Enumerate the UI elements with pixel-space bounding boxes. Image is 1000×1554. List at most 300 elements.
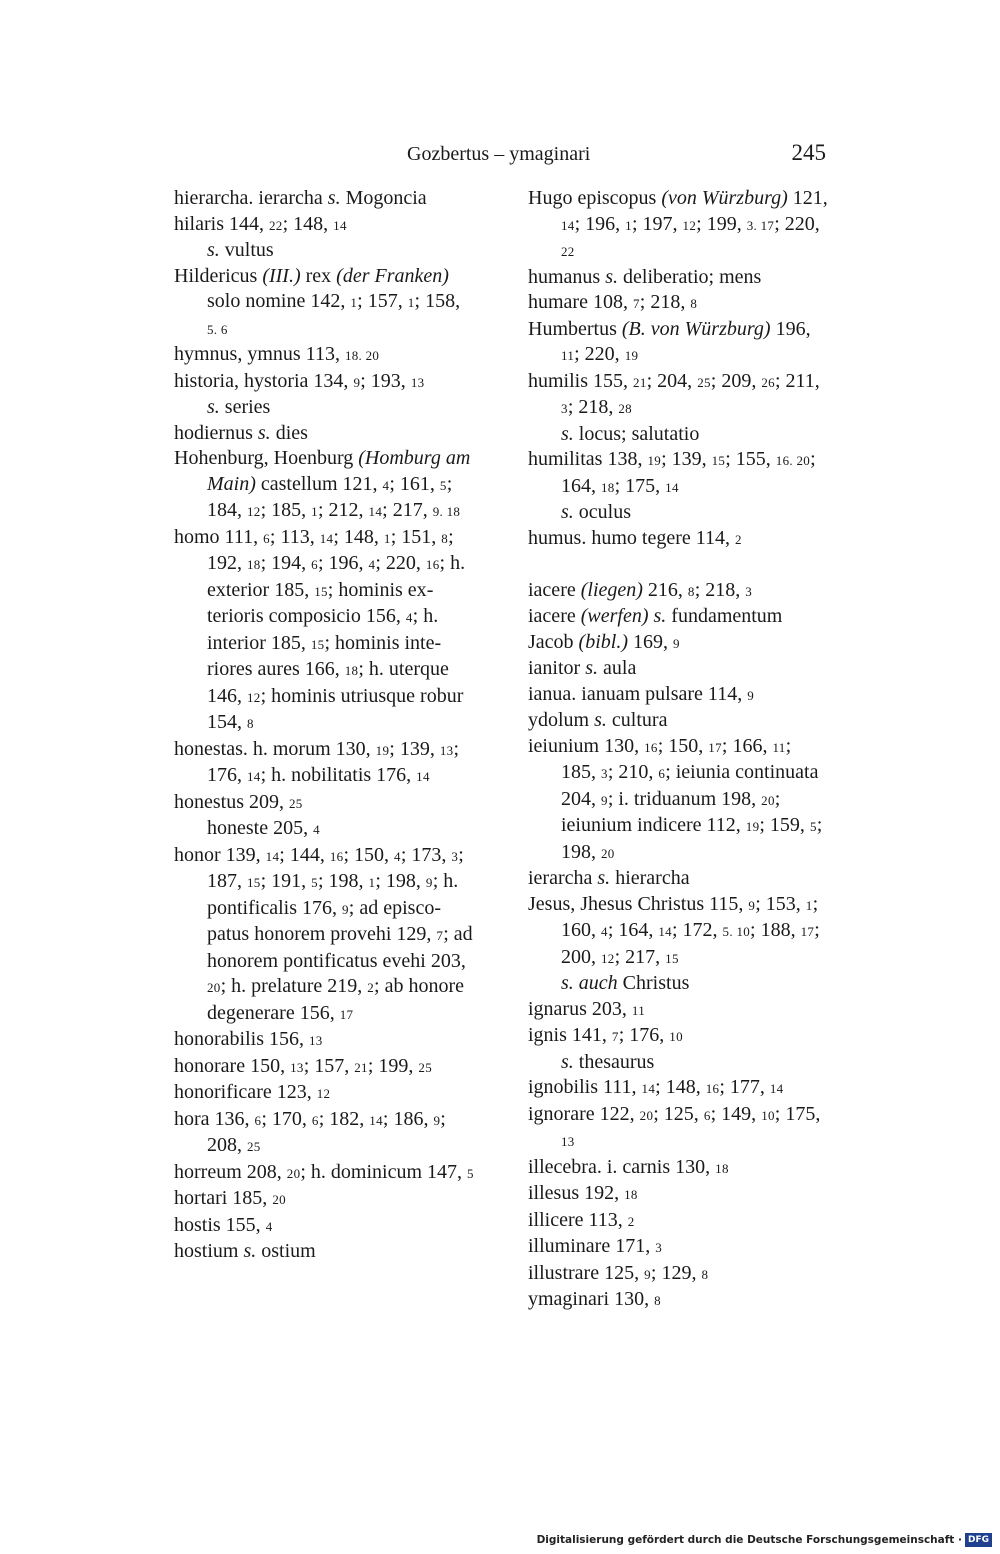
entry-text: ignis 141,	[528, 1024, 612, 1046]
line-number: 19	[375, 742, 390, 758]
index-subentry	[528, 500, 828, 526]
index-entry	[528, 734, 828, 867]
index-entry	[174, 1239, 474, 1265]
entry-text: ; 144,	[279, 843, 330, 866]
line-number: 2	[367, 980, 375, 995]
entry-text: ; 211,	[774, 369, 820, 392]
entry-text: ; 199,	[367, 1054, 419, 1077]
line-number: 5. 10	[722, 924, 751, 939]
entry-text: Jesus, Jhesus Christus 115,	[528, 892, 749, 915]
line-number: 4	[394, 848, 401, 864]
line-number: 6	[263, 530, 270, 546]
entry-text: ; 187,	[207, 843, 464, 892]
index-subentry	[174, 395, 474, 421]
index-entry	[528, 186, 828, 265]
entry-text: ; 218,	[567, 396, 619, 418]
entry-text: aula	[598, 657, 637, 679]
entry-text: ; hominis exterioris composicio 156,	[207, 578, 434, 627]
line-number: 7	[632, 296, 640, 311]
entry-text: ; 210,	[607, 761, 659, 783]
entry-text: ; ab honore degenerare 156,	[207, 975, 465, 1024]
line-number: 12	[682, 217, 697, 233]
index-entry	[528, 892, 828, 972]
line-number: 12	[316, 1086, 331, 1101]
entry-text: ieiunium 130,	[528, 734, 645, 757]
index-entry	[174, 1186, 474, 1213]
line-number: 4	[382, 477, 390, 493]
index-entry	[174, 1080, 474, 1107]
entry-text: ; h. dominicum 147,	[300, 1160, 468, 1183]
entry-text: ; ad episcopatus honorem provehi 129,	[207, 896, 441, 945]
entry-text: ; 129,	[650, 1261, 702, 1284]
line-number: 18	[624, 1187, 638, 1202]
line-number: 17	[339, 1006, 354, 1022]
entry-text: ; 185,	[260, 499, 312, 521]
line-number: 9	[425, 875, 433, 890]
entry-text: hilaris 144,	[174, 212, 269, 235]
line-number: 18	[247, 557, 261, 572]
line-number: 8	[690, 296, 698, 311]
index-entry	[528, 317, 828, 369]
line-number: 16	[705, 1081, 720, 1096]
line-number: 15	[665, 950, 679, 966]
index-entry	[528, 1181, 828, 1208]
index-entry	[528, 290, 828, 317]
footer-credit	[537, 1532, 992, 1548]
entry-text: Hohenburg, Hoenburg	[174, 447, 359, 469]
entry-text: ; 220,	[375, 552, 426, 574]
index-entry	[528, 997, 828, 1024]
line-number: 18	[344, 663, 359, 678]
entry-text: ; 139,	[661, 448, 712, 470]
line-number: 14	[641, 1081, 656, 1096]
entry-text: horreum 208,	[174, 1160, 287, 1183]
line-number: 9	[672, 635, 680, 651]
line-number: 3	[745, 583, 753, 599]
line-number: 3	[451, 848, 459, 864]
entry-text: ; ieiunium indicere 112,	[561, 787, 781, 836]
entry-text: ; 153,	[755, 892, 806, 915]
entry-text: honorificare 123,	[174, 1081, 317, 1103]
entry-text: ; 193,	[360, 369, 411, 392]
entry-text: Christus	[617, 972, 690, 994]
entry-text: ostium	[256, 1240, 316, 1262]
index-subentry	[528, 422, 828, 448]
line-number: 10	[761, 1107, 775, 1123]
line-number: 14	[333, 217, 347, 233]
index-entry	[528, 1287, 828, 1314]
line-number: 1	[625, 217, 632, 233]
entry-text: ; 208,	[207, 1107, 446, 1156]
line-number: 14	[665, 479, 679, 495]
entry-text: hodiernus	[174, 421, 258, 444]
entry-text: locus; salutatio	[573, 422, 700, 445]
index-entry	[528, 630, 828, 657]
entry-text: ; 159,	[759, 814, 810, 836]
entry-text: ianua. ianuam pulsare 114,	[528, 682, 748, 705]
entry-text: humilis 155,	[528, 369, 634, 392]
entry-text: ; 212,	[317, 499, 369, 521]
line-number: 12	[601, 950, 615, 966]
entry-text: ; ieiunia continuata 204,	[561, 761, 819, 810]
index-subentry	[174, 816, 474, 843]
line-number: 14	[658, 924, 672, 939]
entry-text: illesus 192,	[528, 1182, 625, 1204]
line-number: 11	[631, 1002, 646, 1018]
entry-text: ; 166,	[721, 734, 773, 757]
index-entry	[528, 526, 828, 553]
line-number: 1	[368, 875, 376, 890]
line-number: 18	[715, 1160, 729, 1176]
entry-text: ; 148,	[282, 212, 334, 235]
index-entry	[528, 682, 828, 709]
entry-text: ; 175,	[614, 474, 666, 497]
line-number: 1	[383, 530, 391, 546]
line-number: 22	[561, 244, 575, 259]
index-entry	[528, 1208, 828, 1235]
entry-text: ; 200,	[561, 919, 820, 968]
line-number: 5	[467, 1165, 474, 1181]
entry-text: ; 197,	[631, 212, 683, 235]
entry-text: ; 175,	[774, 1102, 821, 1125]
line-number: 4	[405, 610, 413, 625]
index-subentry	[528, 1050, 828, 1076]
entry-text: illicere 113,	[528, 1208, 628, 1231]
line-number: 9. 18	[432, 504, 461, 519]
line-number: 28	[618, 401, 632, 416]
italic-text: s.	[561, 1050, 574, 1073]
index-entry	[174, 1107, 474, 1160]
entry-text: ; 164,	[607, 919, 659, 941]
entry-text: ; ad honorem pontificatus evehi 203,	[207, 923, 473, 972]
entry-text: ; 157,	[303, 1054, 355, 1077]
entry-text: humanus	[528, 265, 606, 288]
running-title: Gozbertus – ymaginari	[407, 143, 591, 165]
entry-text: ; h. exterior 185,	[207, 552, 466, 601]
index-entry	[174, 525, 474, 737]
entry-text: ; 204,	[646, 369, 698, 392]
line-number: 8	[441, 530, 449, 546]
index-entry	[528, 1234, 828, 1261]
line-number: 16	[644, 739, 658, 755]
entry-text: ; 218,	[639, 291, 691, 313]
italic-text: s.	[327, 187, 341, 209]
entry-text: ianitor	[528, 657, 586, 679]
index-entry	[174, 212, 474, 239]
entry-text: ; 148,	[333, 525, 384, 548]
index-entry	[174, 264, 474, 343]
entry-text: historia, hystoria 134,	[174, 369, 354, 392]
entry-text: ; 194,	[260, 552, 312, 574]
line-number: 16. 20	[775, 453, 811, 468]
entry-text: ; hominis utriusque robur 154,	[207, 684, 464, 733]
line-number: 25	[697, 374, 711, 390]
line-number: 9	[341, 901, 349, 917]
line-number: 14	[265, 848, 280, 864]
line-number: 4	[313, 822, 320, 837]
entry-text: oculus	[573, 501, 632, 523]
entry-text: illustrare 125,	[528, 1261, 645, 1284]
entry-text: ; 220,	[574, 343, 625, 365]
entry-text: ; 150,	[343, 843, 395, 866]
italic-text: s.	[594, 709, 607, 731]
line-number: 15	[310, 636, 325, 652]
entry-text: homo 111,	[174, 525, 264, 548]
line-number: 6	[703, 1107, 711, 1123]
line-number: 14	[369, 1112, 383, 1128]
entry-text: fundamentum	[666, 605, 783, 627]
index-entry	[528, 604, 828, 630]
line-number: 19	[745, 819, 760, 834]
index-entry	[528, 578, 828, 605]
running-header	[174, 140, 826, 170]
line-number: 25	[289, 795, 303, 811]
index-entry	[528, 1075, 828, 1102]
italic-text: s.	[257, 421, 271, 444]
entry-text: Mogoncia	[340, 187, 427, 209]
line-number: 3	[655, 1240, 663, 1255]
index-entry	[174, 446, 474, 525]
italic-text: (bibl.)	[578, 630, 628, 653]
italic-text: s.	[243, 1240, 257, 1262]
entry-text: illuminare 171,	[528, 1235, 656, 1257]
line-number: 13	[561, 1134, 575, 1149]
entry-text: ; 184,	[207, 472, 453, 521]
entry-text: ; 191,	[260, 870, 312, 892]
line-number: 16	[425, 557, 440, 572]
entry-text: iacere	[528, 578, 581, 601]
line-number: 5	[439, 477, 447, 493]
line-number: 14	[416, 769, 430, 784]
index-entry	[528, 447, 828, 500]
line-number: 8	[247, 716, 254, 731]
index-entry	[174, 1160, 474, 1187]
line-number: 14	[319, 530, 334, 546]
entry-text: dies	[270, 421, 308, 444]
entry-text: castellum 121,	[255, 472, 383, 495]
entry-text: ; 217,	[614, 945, 666, 968]
line-number: 19	[647, 453, 662, 468]
entry-text: series	[219, 396, 271, 418]
dfg-logo: DFG	[965, 1533, 992, 1547]
line-number: 21	[354, 1059, 368, 1075]
line-number: 18. 20	[344, 348, 380, 363]
line-number: 3. 17	[746, 217, 775, 233]
entry-text: ; 172,	[671, 919, 723, 941]
line-number: 9	[644, 1266, 651, 1282]
line-number: 4	[368, 557, 376, 572]
entry-text: ; 176,	[618, 1024, 670, 1046]
line-number: 9	[748, 897, 756, 913]
index-entry	[174, 1213, 474, 1240]
line-number: 14	[247, 769, 261, 784]
index-subentry	[528, 971, 828, 997]
line-number: 3	[601, 766, 608, 781]
entry-text: honestus 209,	[174, 790, 289, 813]
line-number: 11	[561, 348, 575, 363]
entry-text: ; 139,	[389, 737, 440, 760]
italic-text: (der Franken)	[336, 264, 449, 287]
line-number: 6	[311, 1112, 319, 1128]
line-number: 25	[247, 1139, 261, 1154]
line-number: 7	[436, 928, 444, 943]
entry-text: ; 198,	[317, 870, 369, 892]
entry-text: honorabilis 156,	[174, 1028, 309, 1050]
entry-text: humus. humo tegere 114,	[528, 526, 736, 549]
entry-text: honeste 205,	[207, 817, 314, 839]
entry-text: ierarcha	[528, 867, 598, 889]
italic-text: s.	[207, 396, 220, 418]
index-entry	[528, 656, 828, 682]
line-number: 13	[309, 1033, 323, 1048]
entry-text: ; 158,	[414, 290, 461, 312]
index-column-left	[174, 186, 474, 1265]
entry-text: thesaurus	[573, 1050, 655, 1073]
entry-text: ymaginari 130,	[528, 1288, 655, 1310]
entry-text: Hildericus	[174, 264, 263, 287]
entry-text: hierarcha. ierarcha	[174, 187, 328, 209]
line-number: 1	[407, 295, 415, 310]
line-number: 19	[624, 348, 639, 363]
entry-text: ; 125,	[653, 1102, 704, 1125]
line-number: 21	[633, 374, 647, 390]
entry-text: 121,	[787, 187, 828, 209]
entry-text: ; h. prelature 219,	[220, 975, 368, 997]
entry-text: solo nomine 142,	[207, 290, 351, 312]
line-number: 12	[247, 689, 261, 705]
index-entry	[174, 737, 474, 790]
index-entry	[174, 369, 474, 396]
entry-text: ignarus 203,	[528, 997, 632, 1020]
entry-text: hora 136,	[174, 1107, 255, 1130]
entry-text: ; 185,	[561, 734, 792, 783]
entry-text: ; 198,	[561, 814, 823, 863]
entry-text: ydolum	[528, 709, 595, 731]
line-number: 20	[286, 1165, 301, 1181]
entry-text: 216,	[642, 578, 688, 601]
line-number: 13	[410, 374, 425, 390]
line-number: 14	[368, 504, 383, 519]
line-number: 14	[769, 1081, 784, 1096]
entry-text: cultura	[606, 709, 668, 731]
entry-text: ; 209,	[710, 369, 762, 392]
index-entry	[528, 369, 828, 422]
entry-text: ; 192,	[207, 525, 454, 574]
line-number: 22	[269, 217, 283, 233]
line-number: 26	[761, 374, 775, 390]
entry-text: ; 196,	[317, 552, 369, 574]
entry-text: 169,	[627, 630, 673, 653]
entry-text: 196,	[770, 317, 811, 340]
line-number: 20	[601, 845, 615, 861]
entry-text: rex	[300, 264, 337, 287]
entry-text: ; 199,	[696, 212, 747, 235]
entry-text: deliberatio; mens	[618, 265, 762, 288]
entry-text: Hugo episcopus	[528, 187, 662, 209]
line-number: 11	[772, 739, 786, 755]
entry-text: ; 176,	[207, 737, 459, 786]
index-entry	[528, 708, 828, 734]
index-entry	[174, 421, 474, 447]
section-gap	[528, 552, 828, 578]
entry-text: ; 160,	[561, 892, 819, 941]
index-entry	[528, 1261, 828, 1288]
line-number: 14	[561, 217, 575, 233]
line-number: 12	[247, 504, 261, 519]
entry-text: ; 148,	[655, 1076, 706, 1098]
entry-text: ; 161,	[389, 472, 440, 495]
entry-text: honestas. h. morum 130,	[174, 737, 376, 760]
line-number: 5. 6	[207, 321, 228, 337]
entry-text: ; 217,	[382, 499, 433, 521]
line-number: 3	[561, 401, 568, 416]
index-entry	[174, 186, 474, 212]
line-number: 9	[353, 374, 361, 390]
index-entry	[528, 1023, 828, 1050]
line-number: 2	[627, 1213, 635, 1229]
entry-text: hierarcha	[610, 867, 690, 889]
line-number: 20	[639, 1107, 654, 1123]
entry-text: iacere	[528, 605, 581, 627]
entry-text: ; 186,	[382, 1107, 434, 1130]
line-number: 15	[247, 875, 261, 890]
line-number: 8	[687, 583, 695, 599]
funding-credit-text: Digitalisierung gefördert durch die Deutsche Forschungsgemeinschaft ·	[536, 1534, 962, 1546]
index-entry	[528, 1155, 828, 1182]
page-number: 245	[791, 140, 826, 165]
line-number: 9	[601, 792, 608, 808]
entry-text: hostium	[174, 1240, 244, 1262]
line-number: 6	[658, 766, 666, 781]
line-number: 10	[669, 1029, 683, 1044]
line-number: 13	[439, 742, 454, 758]
line-number: 1	[311, 504, 318, 519]
italic-text: (III.)	[262, 264, 301, 287]
line-number: 20	[207, 980, 221, 995]
entry-text: ; 150,	[657, 734, 709, 757]
index-entry	[174, 1054, 474, 1081]
line-number: 15	[711, 453, 726, 468]
entry-text: honorare 150,	[174, 1054, 291, 1077]
entry-text: hymnus, ymnus 113,	[174, 343, 345, 365]
entry-text: ; 170,	[261, 1107, 312, 1130]
line-number: 20	[272, 1192, 286, 1207]
index-column-right	[528, 186, 828, 1314]
index-entry	[528, 1102, 828, 1155]
index-entry	[174, 790, 474, 817]
line-number: 13	[290, 1059, 304, 1075]
entry-text: humare 108,	[528, 291, 633, 313]
index-entry	[528, 866, 828, 892]
line-number: 6	[254, 1112, 262, 1128]
index-entry	[174, 342, 474, 369]
entry-text: ; h. interior 185,	[207, 605, 439, 654]
entry-text: ; 164,	[561, 448, 816, 497]
italic-text: s.	[207, 239, 220, 261]
italic-text: s.	[597, 867, 611, 889]
entry-text: ; 177,	[719, 1076, 770, 1098]
italic-text: (Homburg am Main)	[207, 447, 471, 495]
line-number: 17	[708, 739, 722, 755]
entry-text: ; 196,	[574, 212, 626, 235]
italic-text: s.	[561, 501, 574, 523]
index-subentry	[174, 238, 474, 264]
line-number: 9	[433, 1112, 441, 1128]
index-entry	[528, 265, 828, 291]
entry-text: hortari 185,	[174, 1187, 273, 1209]
entry-text: vultus	[219, 239, 274, 261]
entry-text: ; 155,	[725, 448, 776, 470]
